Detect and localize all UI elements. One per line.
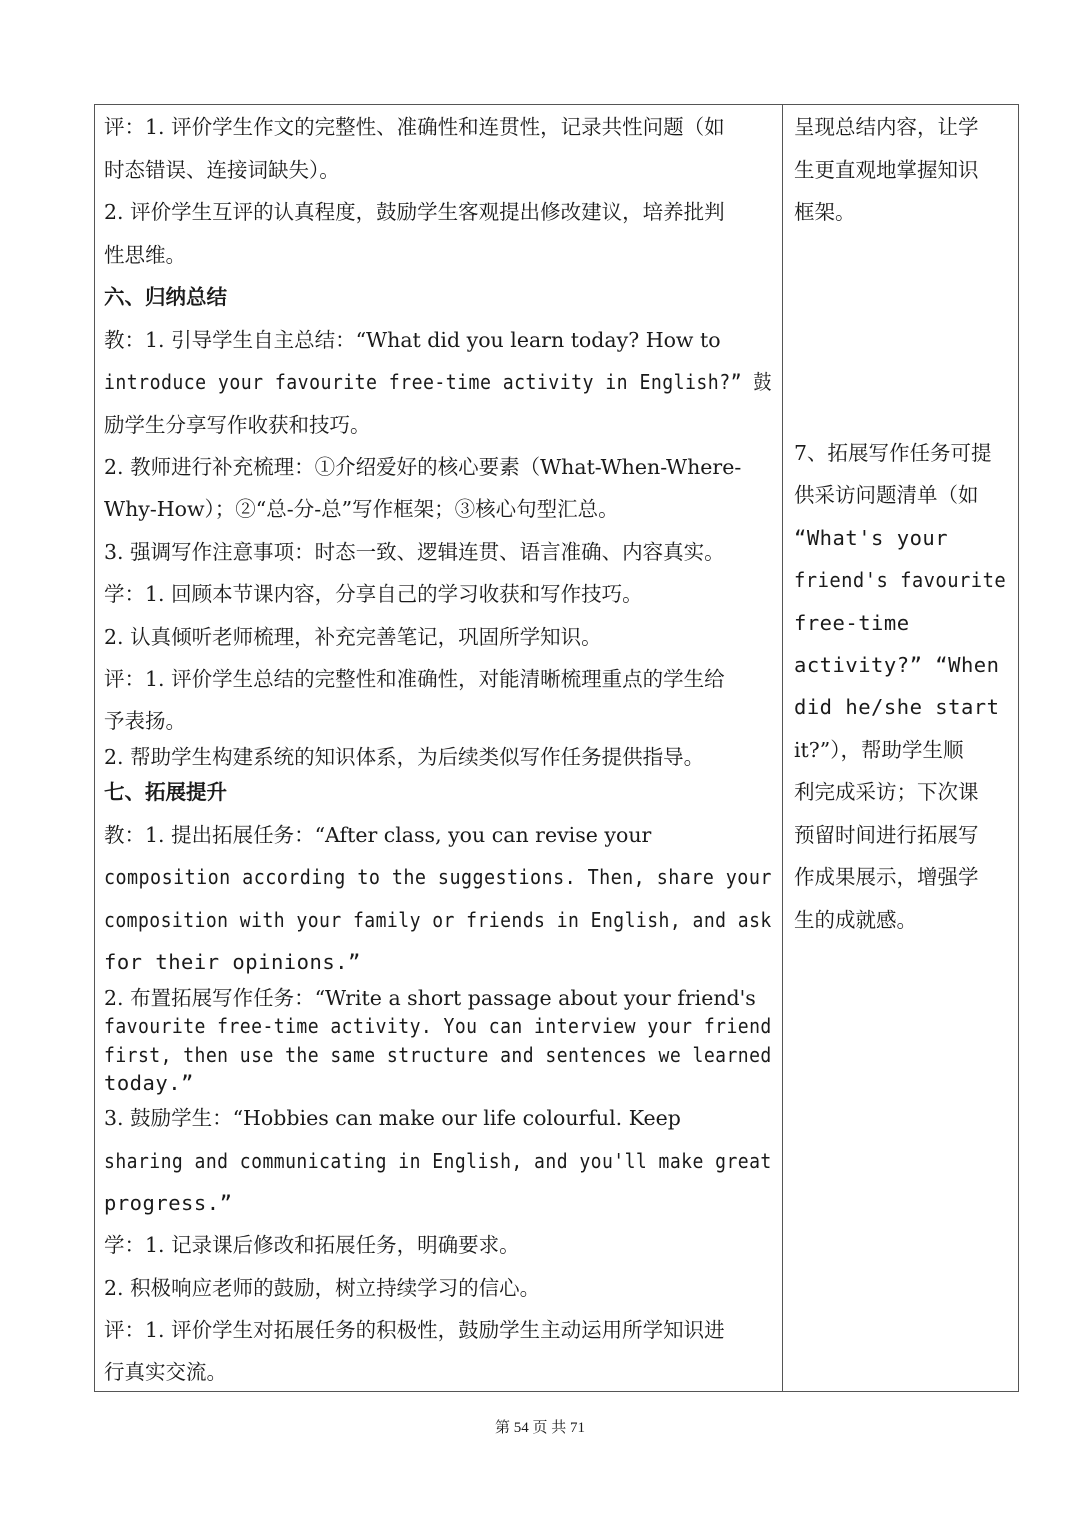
left-line: 3. 鼓励学生：“Hobbies can make our life colourful. Keep <box>104 1106 681 1130</box>
left-line: favourite free-time activity. You can interview your friend <box>104 1014 772 1038</box>
right-line: 生的成就感。 <box>794 908 917 932</box>
right-line: 利完成采访；下次课 <box>794 780 979 804</box>
right-line: it?”），帮助学生顺 <box>794 738 964 762</box>
right-line: 供采访问题清单（如 <box>794 483 979 507</box>
section-heading-summary: 六、归纳总结 <box>104 285 227 309</box>
left-line: 评：1. 评价学生作文的完整性、准确性和连贯性，记录共性问题（如 <box>104 115 725 139</box>
left-line: 行真实交流。 <box>104 1360 227 1384</box>
page-footer: 第 54 页 共 71 <box>494 1420 585 1436</box>
right-line: activity?” “When <box>794 653 1000 677</box>
left-line: today.” <box>104 1071 194 1095</box>
left-line: 2. 教师进行补充梳理：①介绍爱好的核心要素（What-When-Where- <box>104 455 742 479</box>
right-line: 7、拓展写作任务可提 <box>794 441 992 465</box>
right-line: “What's your <box>794 526 949 550</box>
left-line: 性思维。 <box>104 243 186 267</box>
left-line: 学：1. 记录课后修改和拓展任务，明确要求。 <box>104 1233 520 1257</box>
left-line: for their opinions.” <box>104 950 361 974</box>
left-line: 励学生分享写作收获和技巧。 <box>104 413 371 437</box>
left-line: 学：1. 回顾本节课内容，分享自己的学习收获和写作技巧。 <box>104 582 643 606</box>
left-line: 予表扬。 <box>104 709 186 733</box>
left-line: 2. 帮助学生构建系统的知识体系，为后续类似写作任务提供指导。 <box>104 745 705 769</box>
left-line: 教：1. 引导学生自主总结：“What did you learn today? How to <box>104 328 721 352</box>
left-line: 3. 强调写作注意事项：时态一致、逻辑连贯、语言准确、内容真实。 <box>104 540 725 564</box>
right-line: 生更直观地掌握知识 <box>794 158 979 182</box>
left-line: progress.” <box>104 1191 233 1215</box>
right-line: 框架。 <box>794 200 856 224</box>
section-heading-extension: 七、拓展提升 <box>104 780 227 804</box>
right-line: 预留时间进行拓展写 <box>794 823 979 847</box>
left-line: 2. 认真倾听老师梳理，补充完善笔记，巩固所学知识。 <box>104 625 602 649</box>
right-line: friend's favourite <box>794 568 1007 592</box>
left-line: 2. 积极响应老师的鼓励，树立持续学习的信心。 <box>104 1276 541 1300</box>
right-line: 呈现总结内容，让学 <box>794 115 979 139</box>
left-line: composition according to the suggestions. Then, share your <box>104 865 772 889</box>
right-line: did he/she start <box>794 695 1000 719</box>
left-line: first, then use the same structure and sentences we learned <box>104 1043 772 1067</box>
left-line: 评：1. 评价学生对拓展任务的积极性，鼓励学生主动运用所学知识进 <box>104 1318 725 1342</box>
column-divider <box>782 104 783 1392</box>
left-line: 时态错误、连接词缺失）。 <box>104 158 340 182</box>
left-line: introduce your favourite free-time activity in English?” 鼓 <box>104 370 772 394</box>
left-line: Why-How）；②“总-分-总”写作框架；③核心句型汇总。 <box>104 497 619 521</box>
right-line: 作成果展示，增强学 <box>794 865 979 889</box>
right-line: free-time <box>794 611 910 635</box>
left-line: composition with your family or friends in English, and ask <box>104 908 772 932</box>
left-line: 2. 布置拓展写作任务：“Write a short passage about your friend's <box>104 986 756 1010</box>
left-line: sharing and communicating in English, and you'll make great <box>104 1149 772 1173</box>
left-line: 评：1. 评价学生总结的完整性和准确性，对能清晰梳理重点的学生给 <box>104 667 725 691</box>
left-line: 教：1. 提出拓展任务：“After class, you can revise your <box>104 823 652 847</box>
left-line: 2. 评价学生互评的认真程度，鼓励学生客观提出修改建议，培养批判 <box>104 200 725 224</box>
